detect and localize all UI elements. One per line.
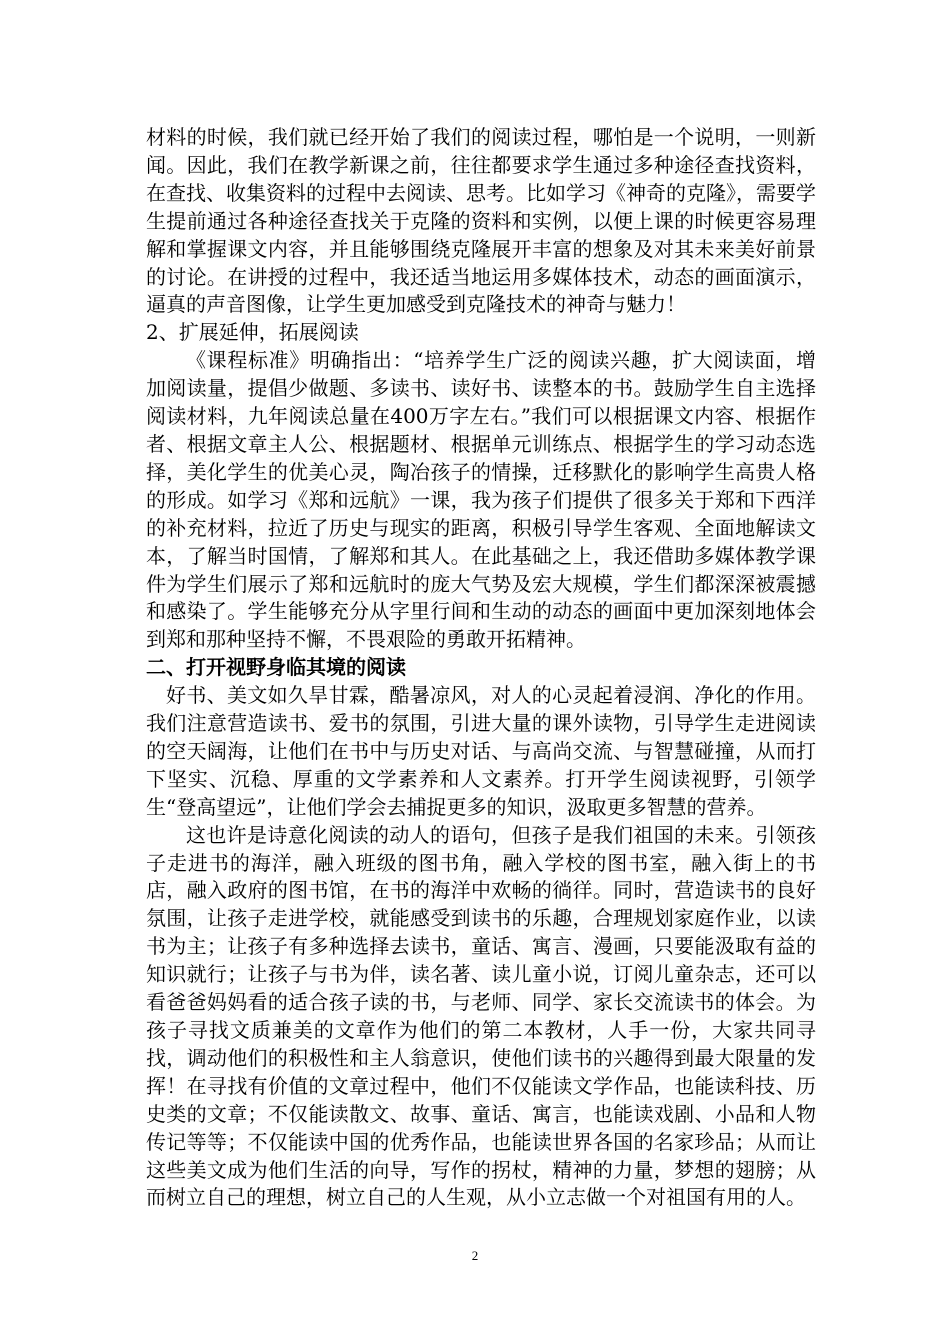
paragraph-poetic-reading: 这也许是诗意化阅读的动人的语句，但孩子是我们祖国的未来。引领孩子走进书的海洋，融入班级的图书角，融入学校的图书室，融入街上的书店，融入政府的图书馆，在书的海洋中欢畅的徜徉。同时，营造读书的良好氛围，让孩子走进学校，就能感受到读书的乐趣，合理规划家庭作业，以读书为主；让孩子有多种选择去读书，童话、寓言、漫画，只要能汲取有益的知识就行；让孩子与书为伴，读名著、读儿童小说，订阅儿童杂志，还可以看爸爸妈妈看的适合孩子读的书，与老师、同学、家长交流读书的体会。为孩子寻找文质兼美的文章作为他们的第二本教材，人手一份，大家共同寻找，调动他们的积极性和主人翁意识，使他们读书的兴趣得到最大限量的发挥！在寻找有价值的文章过程中，他们不仅能读文学作品，也能读科技、历史类的文章；不仅能读散文、故事、童话、寓言，也能读戏剧、小品和人物传记等等；不仅能读中国的优秀作品，也能读世界各国的名家珍品；从而让这些美文成为他们生活的向导，写作的拐杖，精神的力量，梦想的翅膀；从而树立自己的理想，树立自己的人生观，从小立志做一个对祖国有用的人。 xyxy=(146,822,816,1210)
paragraph-good-books: 好书、美文如久旱甘霖，酷暑凉风，对人的心灵起着浸润、净化的作用。我们注意营造读书、爱书的氛围，引进大量的课外读物，引导学生走进阅读的空天阔海，让他们在书中与历史对话、与高尚交流、与智慧碰撞，从而打下坚实、沉稳、厚重的文学素养和人文素养。打开学生阅读视野，引领学生“登高望远”，让他们学会去捕捉更多的知识，汲取更多智慧的营养。 xyxy=(146,683,816,819)
paragraph-continuation: 材料的时候，我们就已经开始了我们的阅读过程，哪怕是一个说明，一则新闻。因此，我们在教学新课之前，往往都要求学生通过多种途径查找资料，在查找、收集资料的过程中去阅读、思考。比如学习《神奇的克隆》，需要学生提前通过各种途径查找关于克隆的资料和实例，以便上课的时候更容易理解和掌握课文内容，并且能够围绕克隆展开丰富的想象及对其未来美好前景的讨论。在讲授的过程中，我还适当地运用多媒体技术，动态的画面演示，逼真的声音图像，让学生更加感受到克隆技术的神奇与魅力！ xyxy=(146,125,816,317)
section-heading-2: 二、打开视野身临其境的阅读 xyxy=(146,655,406,680)
document-body xyxy=(146,124,816,1212)
paragraph-curriculum-standard: 《课程标准》明确指出：“培养学生广泛的阅读兴趣，扩大阅读面，增加阅读量，提倡少做题、多读书、读好书、读整本的书。鼓励学生自主选择阅读材料，九年阅读总量在400万字左右。”我们可以根据课文内容、根据作者、根据文章主人公、根据题材、根据单元训练点、根据学生的学习动态选择，美化学生的优美心灵，陶冶孩子的情操，迁移默化的影响学生高贵人格的形成。如学习《郑和远航》一课，我为孩子们提供了很多关于郑和下西洋的补充材料，拉近了历史与现实的距离，积极引导学生客观、全面地解读文本，了解当时国情，了解郑和其人。在此基础之上，我还借助多媒体教学课件为学生们展示了郑和远航时的庞大气势及宏大规模，学生们都深深被震撼和感染了。学生能够充分从字里行间和生动的动态的画面中更加深刻地体会到郑和那种坚持不懈，不畏艰险的勇敢开拓精神。 xyxy=(146,348,816,652)
subheading-2: 2、扩展延伸，拓展阅读 xyxy=(146,320,359,345)
page-number: 2 xyxy=(471,1248,479,1263)
